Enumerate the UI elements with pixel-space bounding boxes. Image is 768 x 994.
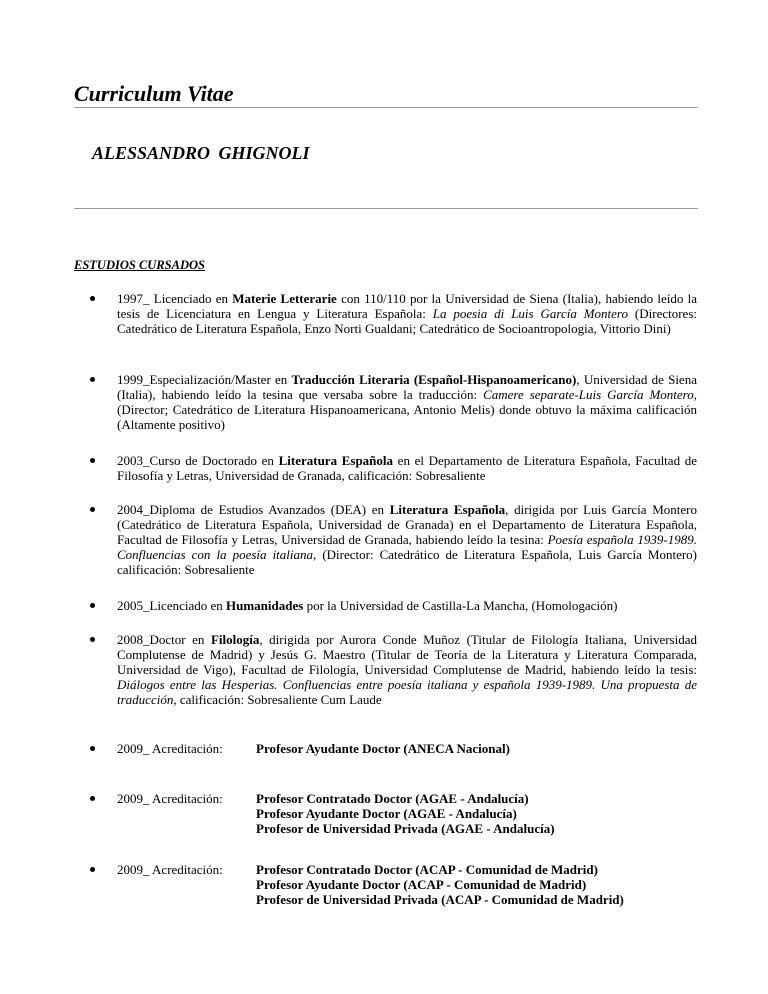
item-text: en el Departamento de Literatura Española, Facultad de Filosofía y Letras, Universidad de Granada, calificación: Sobresaliente	[117, 453, 697, 483]
bullet-icon	[90, 507, 98, 515]
section-heading: ESTUDIOS CURSADOS	[74, 258, 205, 272]
list-item	[117, 502, 697, 577]
list-item	[117, 598, 697, 613]
list-item	[117, 291, 697, 336]
item-text: 1997_ Licenciado en	[117, 291, 233, 306]
item-italic: Poesía española 1939-1989. Confluencias con la poesía italiana	[117, 532, 697, 562]
bullet-icon	[90, 458, 98, 466]
list-item	[117, 632, 697, 707]
item-text: 2005_Licenciado en	[117, 598, 227, 613]
item-bold: Traducción Literaria (Español-Hispanoamericano)	[291, 372, 577, 387]
title-divider	[74, 107, 698, 108]
bullet-icon	[90, 296, 98, 304]
document-title: Curriculum Vitae	[74, 81, 234, 106]
item-text: , dirigida por Luis García Montero (Catedrático de Literatura Española, Universidad de Granada) en el Departamento de Literatura Española, Facultad de Filosofía y Letras, Universidad de Granada, habiendo leído la tesina:	[117, 502, 697, 547]
item-bold: Literatura Española	[389, 502, 506, 517]
item-bold: Materie Letterarie	[232, 291, 337, 306]
accreditation-value: Profesor Ayudante Doctor (ACAP - Comunidad de Madrid)	[256, 877, 587, 892]
list-item	[117, 453, 697, 483]
item-text: 1999_Especialización/Master en	[117, 372, 292, 387]
item-text: , Universidad de Siena (Italia), habiendo leído la tesina que versaba sobre la traducción:	[117, 372, 697, 402]
accreditation-label: 2009_ Acreditación:	[117, 741, 223, 756]
item-text: , calificación: Sobresaliente Cum Laude	[173, 692, 382, 707]
bullet-icon	[90, 603, 98, 611]
item-text: , (Director: Catedrático de Literatura Española, Luis García Montero) calificación: Sobresaliente	[117, 547, 697, 577]
item-text: 2004_Diploma de Estudios Avanzados (DEA) en	[117, 502, 390, 517]
accreditation-value: Profesor Ayudante Doctor (AGAE - Andalucía)	[256, 806, 517, 821]
accreditation-value: Profesor Ayudante Doctor (ANECA Nacional)	[256, 741, 510, 756]
accreditation-values	[256, 862, 624, 907]
item-text: , (Director; Catedrático de Literatura Hispanoamericana, Antonio Melis) donde obtuvo la máxima calificación (Altamente positivo)	[117, 387, 698, 432]
item-bold: Humanidades	[226, 598, 304, 613]
accreditation-value: Profesor de Universidad Privada (ACAP - Comunidad de Madrid)	[256, 892, 624, 907]
bullet-icon	[90, 377, 98, 385]
accreditation-value: Profesor Contratado Doctor (AGAE - Andalucía)	[256, 791, 529, 806]
bullet-icon	[90, 867, 98, 875]
item-text: por la Universidad de Castilla-La Mancha, (Homologación)	[303, 598, 618, 613]
item-text: (Directores: Catedrático de Literatura Española, Enzo Norti Gualdani; Catedrático de Socioantropologia, Vittorio Dini)	[117, 306, 697, 336]
person-name: ALESSANDRO GHIGNOLI	[92, 143, 310, 163]
accreditation-values	[256, 741, 510, 756]
accreditation-values	[256, 791, 555, 836]
header-divider	[74, 208, 698, 209]
item-text: con 110/110 por la Universidad de Siena (Italia), habiendo leído la tesis de Licenciatura en Lengua y Literatura Española:	[117, 291, 698, 321]
item-text: 2003_Curso de Doctorado en	[117, 453, 279, 468]
accreditation-label: 2009_ Acreditación:	[117, 862, 223, 877]
item-bold: Literatura Española	[278, 453, 394, 468]
item-italic: La poesia di Luis García Montero	[432, 306, 629, 321]
bullet-icon	[90, 637, 98, 645]
accreditation-value: Profesor Contratado Doctor (ACAP - Comunidad de Madrid)	[256, 862, 598, 877]
item-text: 2008_Doctor en	[117, 632, 211, 647]
list-item	[117, 372, 697, 432]
accreditation-label: 2009_ Acreditación:	[117, 791, 223, 806]
item-bold: Filología	[210, 632, 260, 647]
item-italic: Camere separate-Luis García Montero	[483, 387, 694, 402]
bullet-icon	[90, 796, 98, 804]
item-italic: Diálogos entre las Hesperias. Confluencias entre poesía italiana y española 1939-1989. Una propuesta de traducción	[117, 677, 697, 707]
item-text: , dirigida por Aurora Conde Muñoz (Titular de Filología Italiana, Universidad Complutense de Madrid) y Jesús G. Maestro (Titular de Teoría de la Literatura y Literatura Comparada, Universidad de Vigo), Facultad de Filología, Universidad Complutense de Madrid, habiendo leído la tesis:	[117, 632, 697, 677]
bullet-icon	[90, 746, 98, 754]
accreditation-value: Profesor de Universidad Privada (AGAE - Andalucía)	[256, 821, 555, 836]
